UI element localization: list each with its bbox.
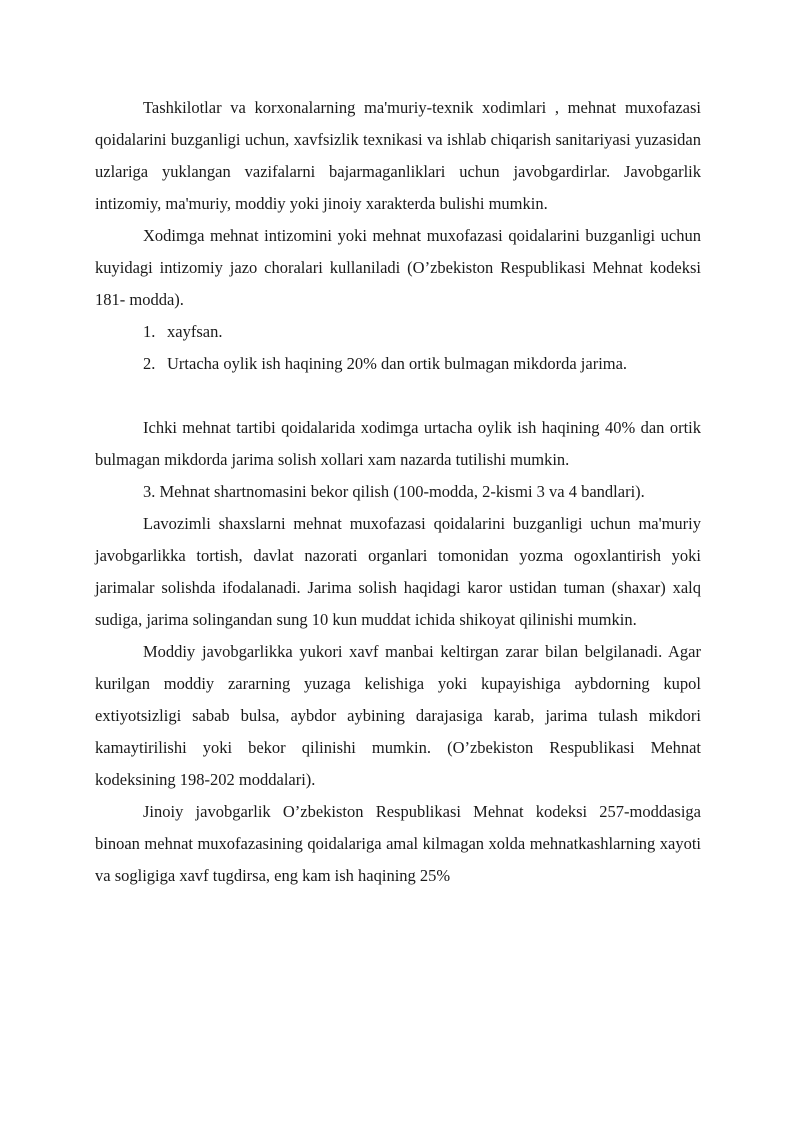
paragraph-official-responsibility: Lavozimli shaxslarni mehnat muxofazasi qoidalarini buzganligi uchun ma'muriy javobgarlikka tortish, davlat nazorati organlari tomonidan yozma ogoxlantirish yoki jarimalar solishda ifodalanadi. Jarima solish haqidagi karor ustidan tuman (shaxar) xalq sudiga, jarima solingandan sung 10 kun muddat ichida shikoyat qilinishi mumkin. [95,514,701,629]
list-item [95,348,701,380]
list-item [95,316,701,348]
paragraph-material-responsibility: Moddiy javobgarlikka yukori xavf manbai keltirgan zarar bilan belgilanadi. Agar kurilgan moddiy zararning yuzaga kelishiga yoki kupayishiga aybdorning kupol extiyotsizligi sabab bulsa, aybdor aybining darajasiga karab, jarima tulash mikdori kamaytirilishi yoki bekor qilinishi mumkin. (O’zbekiston Respublikasi Mehnat kodeksining 198-202 moddalari). [95,642,701,789]
list-item-text: Urtacha oylik ish haqining 20% dan ortik bulmagan mikdorda jarima. [167,354,628,373]
paragraph-contract-termination: 3. Mehnat shartnomasini bekor qilish (100-modda, 2-kismi 3 va 4 bandlari). [143,482,645,501]
paragraph-administrative-responsibility: Tashkilotlar va korxonalarning ma'muriy-texnik xodimlari , mehnat muxofazasi qoidalarini buzganligi uchun, xavfsizlik texnikasi va ishlab chiqarish sanitariyasi yuzasidan uzlariga yuklangan vazifalarni bajarmaganliklari uchun javobgardirlar. Javobgarlik intizomiy, ma'muriy, moddiy yoki jinoiy xarakterda bulishi mumkin. [95,98,701,213]
paragraph-internal-rules: Ichki mehnat tartibi qoidalarida xodimga urtacha oylik ish haqining 40% dan ortik bulmagan mikdorda jarima solish xollari xam nazarda tutilishi mumkin. [95,418,701,469]
list-item-number: 1. [143,322,156,341]
paragraph-disciplinary-measures: Xodimga mehnat intizomini yoki mehnat muxofazasi qoidalarini buzganligi uchun kuyidagi intizomiy jazo choralari kullaniladi (O’zbekiston Respublikasi Mehnat kodeksi 181- modda). [95,226,701,309]
blank-line [95,380,701,412]
list-item-number: 2. [143,354,156,373]
document-page [95,92,701,892]
list-item-text: xayfsan. [167,322,223,341]
paragraph-criminal-responsibility: Jinoiy javobgarlik O’zbekiston Respublikasi Mehnat kodeksi 257-moddasiga binoan mehnat muxofazasining qoidalariga amal kilmagan xolda mehnatkashlarning xayoti va sogligiga xavf tugdirsa, eng kam ish haqining 25% [95,802,701,885]
